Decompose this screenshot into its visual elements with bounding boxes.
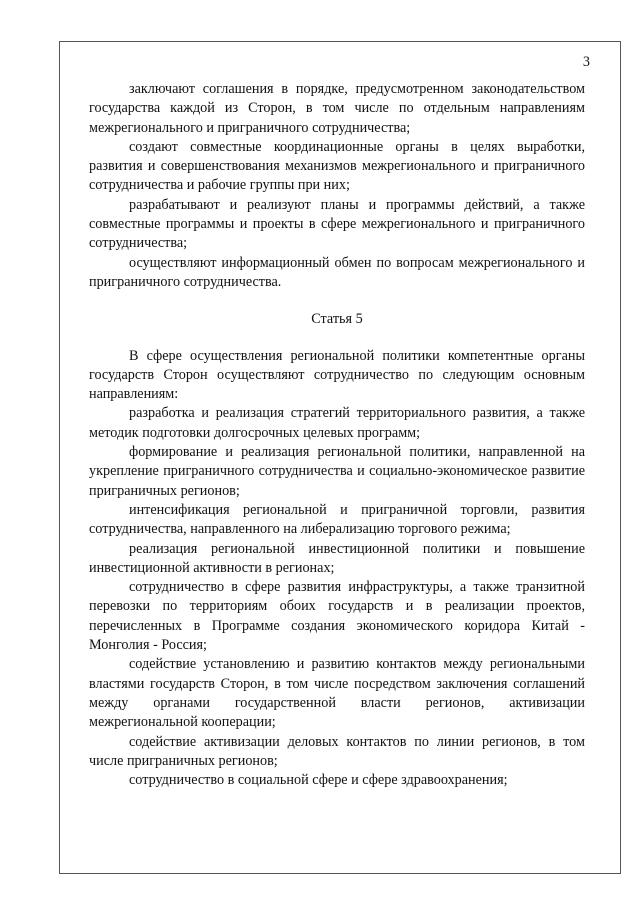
paragraph-trade: интенсификация региональной и приграничной торговли, развития сотрудничества, направленного на либерализацию торгового режима; <box>89 501 585 538</box>
paragraph-regional-authorities: содействие установлению и развитию контактов между региональными властями государств Сторон, в том числе посредством заключения соглашений между органами государственной власти регионов, активизации межрегиональной кооперации; <box>89 656 585 731</box>
paragraph-infrastructure: сотрудничество в сфере развития инфраструктуры, а также транзитной перевозки по территориям обоих государств и в реализации проектов, перечисленных в Программе создания экономического коридора Китай - Монголия - Россия; <box>89 579 585 654</box>
paragraph-regional-policy: формирование и реализация региональной политики, направленной на укрепление приграничного сотрудничества и социально-экономическое развитие приграничных регионов; <box>89 444 585 499</box>
paragraph-information-exchange: осуществляют информационный обмен по вопросам межрегионального и приграничного сотрудничества. <box>89 254 585 290</box>
document-body <box>89 80 585 790</box>
paragraph-article-intro: В сфере осуществления региональной политики компетентные органы государств Сторон осуществляют сотрудничество по следующим основным направлениям: <box>89 347 585 403</box>
paragraph-plans-programs: разрабатывают и реализуют планы и программы действий, а также совместные программы и проекты в сфере межрегионального и приграничного сотрудничества; <box>89 196 585 252</box>
paragraph-agreements: заключают соглашения в порядке, предусмотренном законодательством государства каждой из Сторон, в том числе по отдельным направлениям межрегионального и приграничного сотрудничества; <box>89 81 585 136</box>
paragraph-investment: реализация региональной инвестиционной политики и повышение инвестиционной активности в регионах; <box>89 540 585 576</box>
paragraph-territorial-strategies: разработка и реализация стратегий территориального развития, а также методик подготовки долгосрочных целевых программ; <box>89 405 585 441</box>
paragraph-business-contacts: содействие активизации деловых контактов по линии регионов, в том числе приграничных регионов; <box>89 733 585 769</box>
paragraph-coordination-bodies: создают совместные координационные органы в целях выработки, развития и совершенствования механизмов межрегионального и приграничного сотрудничества и рабочие группы при них; <box>89 138 585 194</box>
paragraph-social-health: сотрудничество в социальной сфере и сфере здравоохранения; <box>129 772 508 789</box>
article-heading: Статья 5 <box>311 311 363 328</box>
page-border <box>59 41 621 874</box>
page-number: 3 <box>582 54 590 70</box>
